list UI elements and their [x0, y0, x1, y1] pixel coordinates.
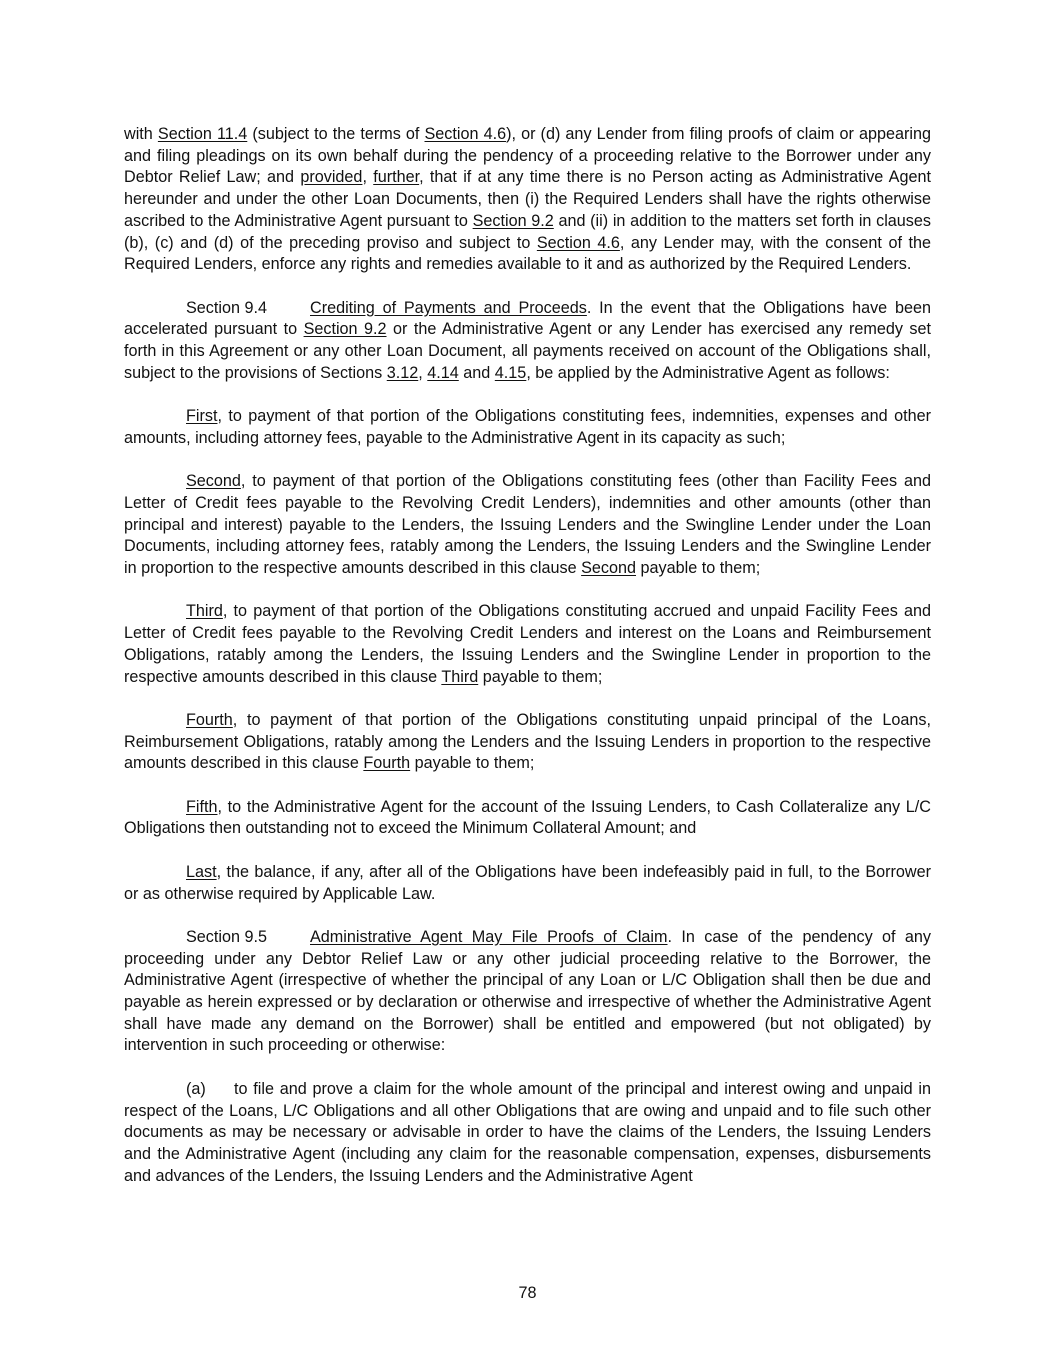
section-heading: Administrative Agent May File Proofs of Claim	[310, 927, 668, 946]
priority-label: Third	[186, 602, 223, 621]
priority-fifth: Fifth, to the Administrative Agent for the account of the Issuing Lenders, to Cash Collateralize any L/C Obligations then outstanding not to exceed the Minimum Collateral Amount; and	[124, 797, 931, 838]
priority-label: First	[186, 407, 218, 426]
priority-label: Last	[186, 862, 217, 881]
priority-first: First, to payment of that portion of the Obligations constituting fees, indemnities, expenses and other amounts, including attorney fees, payable to the Administrative Agent in its capacity as such;	[124, 407, 931, 447]
page-number: 78	[518, 1284, 537, 1302]
section-ref-4-6-second: Section 4.6	[536, 233, 620, 252]
section-9-4: Section 9.4 Crediting of Payments and Proceeds. In the event that the Obligations have been accelerated pursuant to Section 9.2 or the Administrative Agent or any Lender has exercised any remedy set forth in this Agreement or any other Loan Document, all payments received on account of the Obligations shall, subject to the provisions of Sections 3.12, 4.14 and 4.15, be applied by the Administrative Agent as follows:	[124, 298, 932, 382]
document-page	[124, 124, 931, 1209]
section-ref-9-2: Section 9.2	[472, 211, 554, 230]
priority-third: Third, to payment of that portion of the Obligations constituting accrued and unpaid Facility Fees and Letter of Credit fees payable to the Revolving Credit Lenders and interest on the Loans and Reimbursement Obligations, ratably among the Lenders, the Issuing Lenders and the Swingline Lender in proportion to the respective amounts described in this clause Third payable to them;	[124, 602, 931, 686]
section-9-5: Section 9.5 Administrative Agent May File Proofs of Claim. In case of the pendency of any proceeding under any Debtor Relief Law or any other judicial proceeding relative to the Borrower, the Administrative Agent (irrespective of whether the principal of any Loan or L/C Obligation shall then be due and payable as herein expressed or by declaration or otherwise and irrespective of whether the Administrative Agent shall have made any demand on the Borrower) shall be entitled and empowered (but not obligated) by intervention in such proceeding or otherwise:	[124, 927, 931, 1055]
section-ref-4-14: 4.14	[427, 363, 459, 382]
priority-label: Fourth	[186, 710, 233, 729]
section-number: Section 9.5	[186, 927, 267, 946]
term-provided: provided	[300, 168, 363, 187]
priority-last: Last, the balance, if any, after all of the Obligations have been indefeasibly paid in full, to the Borrower or as otherwise required by Applicable Law.	[124, 862, 931, 903]
clause-ref: Second	[581, 559, 637, 578]
section-heading: Crediting of Payments and Proceeds	[310, 298, 587, 317]
clause-ref: Fourth	[363, 754, 411, 773]
paragraph-continuation: with Section 11.4 (subject to the terms of Section 4.6), or (d) any Lender from filing proofs of claim or appearing and filing pleadings on its own behalf during the pendency of a proceeding relative to the Borrower under any Debtor Relief Law; and provided, further, that if at any time there is no Person acting as Administrative Agent hereunder and under the other Loan Documents, then (i) the Required Lenders shall have the rights otherwise ascribed to the Administrative Agent pursuant to Section 9.2 and (ii) in addition to the matters set forth in clauses (b), (c) and (d) of the preceding proviso and subject to Section 4.6, any Lender may, with the consent of the Required Lenders, enforce any rights and remedies available to it and as authorized by the Required Lenders.	[124, 125, 932, 274]
section-ref-11-4: Section 11.4	[157, 125, 248, 143]
priority-label: Second	[186, 472, 241, 491]
priority-second: Second, to payment of that portion of the Obligations constituting fees (other than Facility Fees and Letter of Credit fees payable to the Revolving Credit Lenders), indemnities and other amounts (other than principal and interest) payable to the Lenders, the Issuing Lenders and the Swingline Lender under the Loan Documents, including attorney fees, ratably among the Lenders, the Issuing Lenders and the Swingline Lender in proportion to the respective amounts described in this clause Second payable to them;	[124, 472, 931, 578]
priority-label: Fifth	[186, 797, 218, 816]
clause-ref: Third	[441, 667, 479, 686]
section-ref-4-6: Section 4.6	[424, 125, 507, 143]
section-ref-9-2: Section 9.2	[303, 320, 387, 339]
section-number: Section 9.4	[186, 298, 267, 317]
section-ref-4-15: 4.15	[494, 363, 527, 382]
priority-fourth: Fourth, to payment of that portion of the Obligations constituting unpaid principal of the Loans, Reimbursement Obligations, ratably among the Lenders and the Issuing Lenders in proportion to the respective amounts described in this clause Fourth payable to them;	[124, 710, 931, 773]
clause-a: (a) to file and prove a claim for the whole amount of the principal and interest owing and unpaid in respect of the Loans, L/C Obligations and all other Obligations that are owing and unpaid and to file such other documents as may be necessary or advisable in order to have the claims of the Lenders, the Issuing Lenders and the Administrative Agent (including any claim for the reasonable compensation, expenses, disbursements and advances of the Lenders, the Issuing Lenders and the Administrative Agent	[124, 1079, 931, 1185]
section-ref-3-12: 3.12	[386, 363, 419, 382]
term-further: further	[373, 168, 420, 187]
clause-label: (a)	[186, 1079, 206, 1098]
